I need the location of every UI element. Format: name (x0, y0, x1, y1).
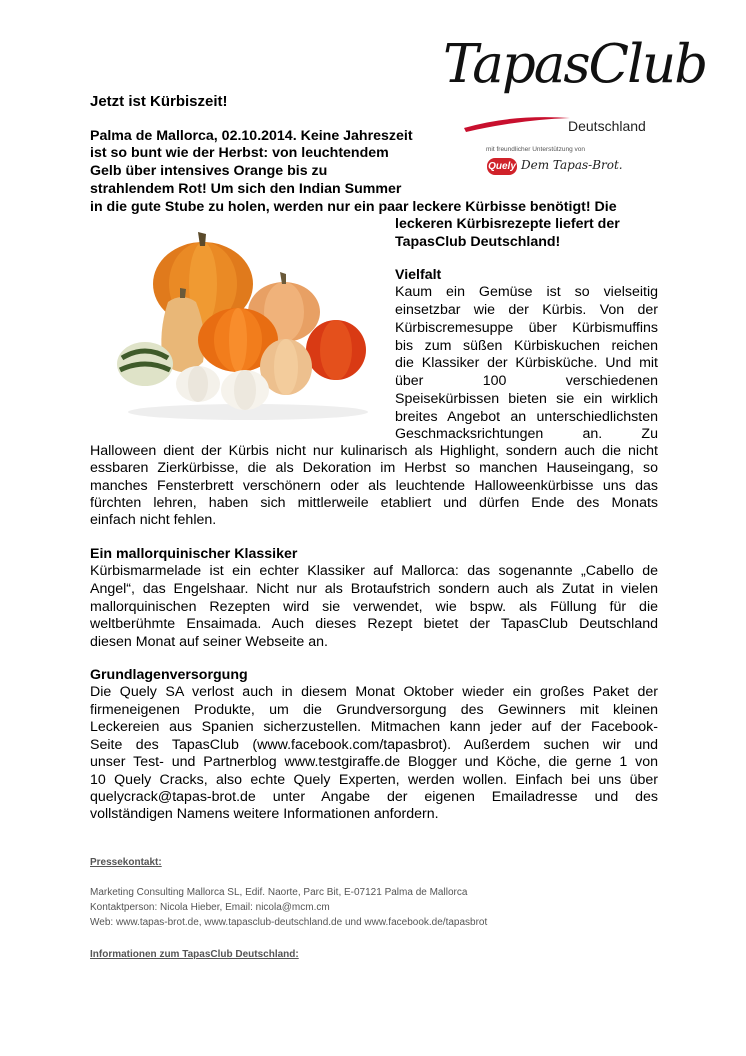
paragraph-line: Seite des TapasClub (www.facebook.com/tapasbrot). Außerdem suchen wir und (90, 737, 658, 753)
paragraph-line: über 100 verschiedenen (395, 373, 658, 389)
contact-line: Kontaktperson: Nicola Hieber, Email: nicola@mcm.cm (90, 902, 330, 913)
contact-line: Marketing Consulting Mallorca SL, Edif. Naorte, Parc Bit, E-07121 Palma de Mallorca (90, 887, 468, 898)
paragraph-line: weltberühmte Ensaimada. Auch dieses Rezept bietet der TapasClub Deutschland (90, 616, 658, 632)
paragraph-line: vollständigen Namens weitere Informationen anfordern. (90, 806, 439, 822)
info-heading: Informationen zum TapasClub Deutschland: (90, 949, 299, 960)
paragraph-line: Kürbismarmelade ist ein echter Klassiker auf Mallorca: das sogenannte „Cabello de (90, 563, 658, 579)
paragraph-line: diesen Monat auf seiner Webseite an. (90, 634, 328, 650)
paragraph-line: fürchten lehren, haben sich mittlerweile etabliert und dürfen Ende des Monats (90, 495, 658, 511)
section-heading: Vielfalt (395, 267, 442, 283)
paragraph-line: essbaren Zierkürbisse, die als Dekoration im Herbst so manchen Hauseingang, so (90, 460, 658, 476)
paragraph-line: Halloween dient der Kürbis nicht nur kulinarisch als Highlight, sondern auch die nicht (90, 443, 658, 459)
paragraph-line: einfach nicht fehlen. (90, 512, 217, 528)
section-heading: Grundlagenversorgung (90, 667, 248, 683)
intro-line: in die gute Stube zu holen, werden nur ein paar leckere Kürbisse benötigt! Die (90, 199, 617, 215)
intro-line: leckeren Kürbisrezepte liefert der (395, 216, 620, 232)
paragraph-line: mallorquinischen Rezepten wird sie verwendet, wie bspw. als Füllung für die (90, 599, 658, 615)
quely-logo: Quely (487, 158, 517, 175)
contact-heading: Pressekontakt: (90, 857, 162, 868)
paragraph-line: Kürbiscremesuppe über Kürbismuffins (395, 320, 658, 336)
brand-slogan: Dem Tapas-Brot. (521, 158, 623, 172)
page-title: Jetzt ist Kürbiszeit! (90, 93, 228, 110)
paragraph-line: 10 Quely Cracks, also echte Quely Experten, werden wollen. Einfach bei uns über (90, 772, 658, 788)
paragraph-line: Kaum ein Gemüse ist so vielseitig (395, 284, 658, 300)
paragraph-line: breites Angebot an unterschiedlichsten (395, 409, 658, 425)
intro-line: ist so bunt wie der Herbst: von leuchtendem (90, 145, 389, 161)
paragraph-line: Geschmacksrichtungen an. Zu (395, 426, 658, 442)
paragraph-line: Angel“, das Engelshaar. Nicht nur als Brotaufstrich sondern auch als Zutat in vielen (90, 581, 658, 597)
logo-wordmark: TapasClub (443, 34, 707, 95)
support-note: mit freundlicher Unterstützung von (486, 146, 585, 153)
logo-swoosh (462, 112, 572, 134)
intro-line: TapasClub Deutschland! (395, 234, 561, 250)
paragraph-line: manches Fensterbrett verschönern oder als leuchtende Halloweenkürbisse uns das (90, 478, 658, 494)
pumpkins-image (108, 232, 380, 422)
paragraph-line: firmeneigenen Produkte, um die Grundversorgung des Gewinners mit kleinen (90, 702, 658, 718)
paragraph-line: Leckereien aus Spanien sicherzustellen. Mitmachen kann jeder auf der Facebook- (90, 719, 658, 735)
intro-line: strahlendem Rot! Um sich den Indian Summer (90, 181, 402, 197)
paragraph-line: Die Quely SA verlost auch in diesem Monat Oktober wieder ein großes Paket der (90, 684, 658, 700)
paragraph-line: unser Test- und Partnerblog www.testgiraffe.de Blogger und Köche, die gerne 1 von (90, 754, 658, 770)
section-heading: Ein mallorquinischer Klassiker (90, 546, 298, 562)
brand-row (487, 158, 627, 178)
paragraph-line: bis zum süßen Kürbiskuchen reichen (395, 338, 658, 354)
paragraph-line: die Klassiker der Kürbisküche. Und mit (395, 355, 658, 371)
logo-subtitle: Deutschland (568, 118, 646, 134)
intro-line: Palma de Mallorca, 02.10.2014. Keine Jahreszeit (90, 128, 413, 144)
paragraph-line: einsetzbar wie der Kürbis. Von der (395, 302, 658, 318)
contact-line: Web: www.tapas-brot.de, www.tapasclub-deutschland.de und www.facebook.de/tapasbrot (90, 917, 488, 928)
paragraph-line: Speisekürbissen bieten sie ein wirklich (395, 391, 658, 407)
intro-line: Gelb über intensives Orange bis zu (90, 163, 328, 179)
paragraph-line: quelycrack@tapas-brot.de unter Angabe der eigenen Emailadresse und des (90, 789, 658, 805)
